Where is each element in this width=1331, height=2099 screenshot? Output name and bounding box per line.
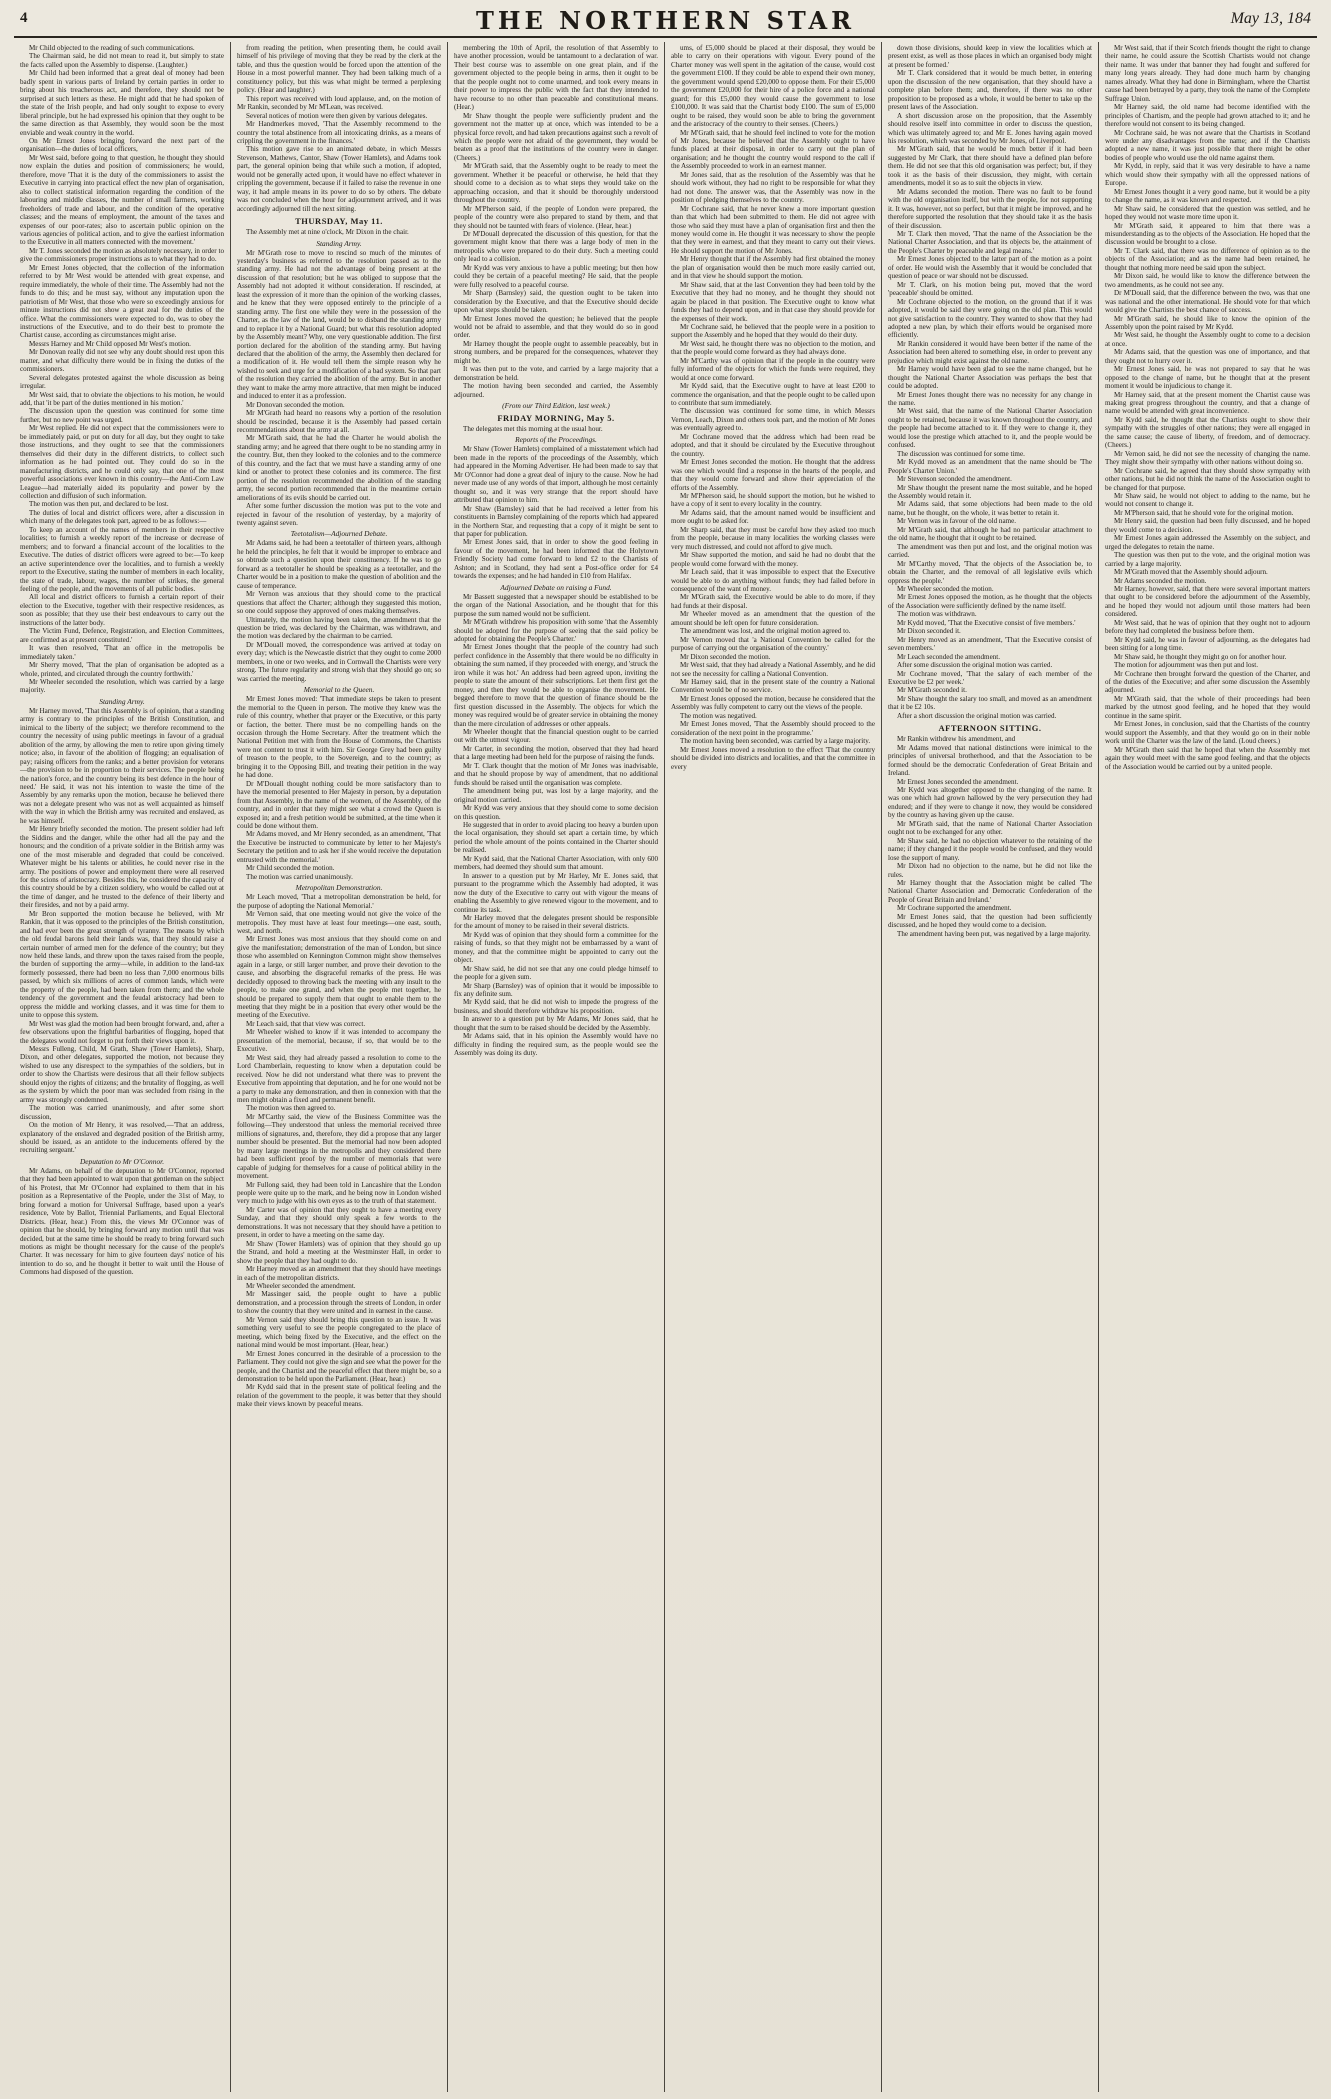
article-paragraph: Mr Cochrane moved that the address which had been read be adopted, and that it should be circulated by the Executive throughout the country. xyxy=(671,432,875,458)
article-paragraph: Mr Harney said, that in the present state of the country a National Convention would be of no service. xyxy=(671,677,875,695)
article-paragraph: The motion was withdrawn. xyxy=(897,610,977,619)
article-paragraph: Mr M'Grath moved that the Assembly should adjourn. xyxy=(1114,568,1268,577)
article-paragraph: Mr Shaw (Barnsley) said that he had received a letter from his constituents in Barnsley complaining of the reports which had appeared in the Northern Star, and requesting that a copy of it might be sent to that paper for publication. xyxy=(454,504,658,539)
article-paragraph: After some further discussion the motion was put to the vote and rejected in favour of the resolution of yesterday, by a majority of twenty against seven. xyxy=(237,502,441,528)
article-paragraph: Mr Harney said, the old name had become identified with the principles of Chartism, and the people had grown attached to it; and he therefore would not consent to its being changed. xyxy=(1105,103,1310,129)
section-heading: Metropolitan Demonstration. xyxy=(295,883,383,893)
article-paragraph: Mr Adams moved, and Mr Henry seconded, as an amendment, 'That the Executive be instructed to communicate by letter to her Majesty's Secretary the petition and to ask her if she would receive the deputation entrusted with the memorial.' xyxy=(237,830,441,864)
article-paragraph: The question was then put to the vote, and the original motion was carried by a large majority. xyxy=(1105,551,1310,568)
section-heading: AFTERNOON SITTING. xyxy=(938,723,1042,734)
article-paragraph: Mr Harney would have been glad to see the name changed, but he thought the National Charter Association was perhaps the best that could be adopted. xyxy=(888,365,1092,391)
article-paragraph: Mr Ernest Jones said, that the question had been sufficiently discussed, and he hoped they would come to a decision. xyxy=(888,912,1092,930)
article-paragraph: Mr Adams said, that the question was one of importance, and that they ought not to hurry over it. xyxy=(1105,348,1310,365)
article-paragraph: Mr Adams, on behalf of the deputation to Mr O'Connor, reported that they had been appointed to wait upon that gentleman on the subject of his Protest, that Mr O'Connor had explained to them that in his position as a Representative of the People, under the 31st of May, to bring forward a motion for Universal Suffrage, based upon a year's residence, Vote by Ballot, Triennial Parliaments, and Equal Electoral Districts. (Hear, hear.) From this, the views Mr O'Connor was of opinion that he should, by bringing forward any motion until that was decided, but at the same time he should be ready to bring forward such motions as might be thought necessary for the cause of the people's Charter. It was necessary for him to give fourteen days' notice of his intention to do so, and he thought it better to wait until the House of Commons had disposed of the question. xyxy=(20,1166,224,1277)
text-column-6 xyxy=(1099,42,1316,2092)
article-paragraph: Mr Shaw thought the present name the most suitable, and he hoped the Assembly would retain it. xyxy=(888,483,1092,501)
article-paragraph: On Mr Ernest Jones bringing forward the next part of the organisation—the duties of local officers, xyxy=(20,136,224,154)
article-paragraph: After a short discussion the original motion was carried. xyxy=(897,711,1057,720)
article-paragraph: Mr West said, that to obviate the objections to his motion, he would add, that 'it be part of the duties mentioned in his motion.' xyxy=(20,390,224,408)
article-paragraph: Mr Harney moved, 'That this Assembly is of opinion, that a standing army is contrary to the principles of the British Constitution, and inimical to the liberty of the subject; we therefore recommend to the country the necessity of using public meetings in favour of a gradual abolition of the army, by allowing the men to retire upon giving timely notice; also, in favour of the abolition of flogging; an equalisation of pay; raising officers from the ranks; and a better provision for veterans—the provision to be in proportion to their services. The people being the nation's force, and the country being its best defence in the hour of need.' He said, it was not his intention to waste the time of the Assembly by any remarks upon the motion, because he believed there was not a delegate present who was not as well acquainted as himself with the way in which the British army was recruited and enslaved, as he was himself. xyxy=(20,706,224,825)
article-paragraph: Mr M'Grath then said that he hoped that when the Assembly met again they would meet with the same good feeling, and that the objects of the Association would be carried out by a united people. xyxy=(1105,745,1310,771)
article-paragraph: Mr M'Grath said, that although he had no particular attachment to the old name, he thought that it ought to be retained. xyxy=(888,525,1092,543)
section-heading: Adjourned Debate on raising a Fund. xyxy=(500,582,612,592)
article-paragraph: On the motion of Mr Henry, it was resolved,—'That an address, explanatory of the enslaved and degraded position of the British army, should be issued, as an antidote to the inducements offered by the recruiting sergeant.' xyxy=(20,1121,224,1155)
section-heading: Deputation to Mr O'Connor. xyxy=(79,1156,165,1166)
article-paragraph: Mr Sherry moved, 'That the plan of organisation be adopted as a whole, printed, and circulated through the country forthwith.' xyxy=(20,661,224,678)
article-paragraph: The motion was carried unanimously. xyxy=(246,872,353,881)
article-paragraph: The Victim Fund, Defence, Registration, and Election Committees, are confirmed as at present constituted.' xyxy=(20,627,224,644)
article-paragraph: Mr M'Grath said, the Executive would be able to do more, if they had funds at their disposal. xyxy=(671,593,875,610)
article-columns xyxy=(14,42,1317,2092)
article-paragraph: Mr Adams seconded the motion. xyxy=(1114,576,1207,585)
article-paragraph: Mr M'Carthy was of opinion that if the people in the country were fully informed of the objects for which the funds were required, they would at once come forward. xyxy=(671,356,875,382)
article-paragraph: Mr T. Clark considered that it would be much better, in entering upon the discussion of the new organisation, that they should have a complete plan before them; and, therefore, if there was no other proposition to be proposed as a whole, it would be better to take up the present laws of the Association. xyxy=(888,69,1092,112)
article-paragraph: It was then put to the vote, and carried by a large majority that a demonstration be held. xyxy=(454,365,658,382)
article-paragraph: Mr Shaw (Tower Hamlets) complained of a misstatement which had been made in the reports of the proceedings of the Assembly, which had appeared in the Morning Advertiser. He had been made to say that Mr O'Connor had done a great deal of injury to the cause. Now he had never made use of any words of that import, although he most certainly thought so, and it was very strange that the report should have attributed that opinion to him. xyxy=(454,445,658,505)
article-paragraph: The amendment was lost, and the original motion agreed to. xyxy=(680,627,851,636)
article-paragraph: Mr Massinger said, the people ought to have a public demonstration, and a procession through the streets of London, in order to show the country that they were united and in earnest in the cause. xyxy=(237,1290,441,1316)
article-paragraph: Mr Kydd moved as an amendment that the name should be 'The People's Charter Union.' xyxy=(888,458,1092,475)
section-heading: Standing Army. xyxy=(316,238,362,248)
section-heading: Reports of the Proceedings. xyxy=(515,435,597,445)
article-paragraph: Mr Jones said, that as the resolution of the Assembly was that he should work without, they had no right to be responsible for what they had not done. The answer was, that the Assembly was now in the position of pledging themselves to the country. xyxy=(671,170,875,205)
article-paragraph: Dr M'Douall said, that the difference between the two, was that one was national and the other international. He should vote for that which would give the Chartists the best chance of success. xyxy=(1105,289,1310,315)
article-paragraph: Mr Harley moved that the delegates present should be responsible for the amount of money to be raised in their several districts. xyxy=(454,913,658,931)
article-paragraph: Mr M'Grath said, that the whole of their proceedings had been marked by the utmost good feeling, and he hoped that they would continue in the same spirit. xyxy=(1105,694,1310,720)
article-paragraph: The motion having been seconded and carried, the Assembly adjourned. xyxy=(454,382,658,399)
article-paragraph: Mr Wheeler thought that the financial question ought to be carried out with the utmost vigour. xyxy=(454,727,658,745)
article-paragraph: Mr Cochrane moved, 'That the salary of each member of the Executive be £2 per week.' xyxy=(888,669,1092,686)
article-paragraph: Mr Kydd said, that the National Charter Association, with only 600 members, had deemed they should sum that amount. xyxy=(454,854,658,872)
article-paragraph: Mr Rankin considered it would have been better if the name of the Association had been altered to something else, in order to prevent any prejudice which might exist against the old name. xyxy=(888,339,1092,365)
text-column-4 xyxy=(665,42,882,2092)
article-paragraph: The delegates met this morning at the usual hour. xyxy=(463,425,603,434)
article-paragraph: Mr West said, that if their Scotch friends thought the right to change their name, he could assure the Scottish Chartists would not change their name. It was under that banner they had fought and suffered for many long years already. They had done much harm by changing names already. What they had done in Birmingham, where the Chartist cause had been betrayed by a party, they took the name of the Complete Suffrage Union. xyxy=(1105,44,1310,103)
article-paragraph: Mr Carter was of opinion that they ought to have a meeting every Sunday, and that they should only speak a few words to the demonstrations. It was not necessary that they should have a petition to present, in order to have a meeting on the same day. xyxy=(237,1205,441,1240)
article-paragraph: Mr West said, he thought there was no objection to the motion, and that the people would come forward as they had always done. xyxy=(671,339,875,357)
article-paragraph: Mr M'Grath seconded it. xyxy=(897,686,967,695)
article-paragraph: membering the 10th of April, the resolution of that Assembly to have another procession, would be tantamount to a declaration of war. Their best course was to assemble on one great plain, and if the government objected to the people being in arms, then it ought to be that the people ought not to come unarmed, and took every means in their power to impress the public with the fact that they intended to have recourse to no other than peaceable and constitutional means. (Hear.) xyxy=(454,44,658,112)
article-paragraph: Mr Kydd said, that he did not wish to impede the progress of the business, and should therefore withdraw his proposition. xyxy=(454,998,658,1015)
article-paragraph: Mr M'Grath said, he should like to know the opinion of the Assembly upon the point raised by Mr Kydd. xyxy=(1105,314,1310,331)
section-heading: (From our Third Edition, last week.) xyxy=(502,401,610,411)
article-paragraph: Mr Child had been informed that a great deal of money had been badly spent in various parts of Ireland by certain parties in order to bring about his treacherous act, and therefore, they should not be surprised at such letters as these. He might add that he had spoken of the state of the Irish people, and had only sought to expose to every liberal principle, but he had expressed his opinion that they ought to be the same direction as that Assembly, they would soon be the most enviable and weak country in the world. xyxy=(20,69,224,137)
article-paragraph: Mr Ernest Jones opposed the motion, as he thought that the objects of the Association were sufficiently defined by the name itself. xyxy=(888,593,1092,610)
article-paragraph: Mr Dixon seconded the motion. xyxy=(680,652,771,661)
article-paragraph: The amendment was then put and lost, and the original motion was carried. xyxy=(888,542,1092,560)
article-paragraph: A short discussion arose on the proposition, that the Assembly should resolve itself into committee in order to discuss the question, which was ultimately agreed to; and Mr E. Jones having again moved his resolution, which was seconded by Mr Jones, of Liverpool. xyxy=(888,111,1092,145)
article-paragraph: Mr West said, they had already passed a resolution to come to the Lord Chamberlain, requesting to know when a deputation could be received. Now he did not understand what there was to prevent the Executive from appointing that deputation, and he for one would not be a party to make any demonstration, and then in connexion with that the men might obtain a fixed and permanent benefit. xyxy=(237,1053,441,1105)
article-paragraph: Mr M'Grath said, that he would be much better if it had been suggested by Mr Clark, that there should have a defined plan before them. He did not see that this old organisation was perfect; but, if they took it as the basis of their discussion, they might, with certain amendments, model it so as to suit the objects in view. xyxy=(888,145,1092,188)
article-paragraph: Mr Ernest Jones moved the question; he believed that the people would not be afraid to assemble, and that they would do so in good order. xyxy=(454,314,658,340)
article-paragraph: Dr M'Douall moved, the correspondence was arrived at today on every day; which is the Newcastle district that they ought to come 2000 members, in one or two weeks, and in Cornwall the Chartists were very strong. The future regularity and strong wish that they should go on; so was carried the meeting. xyxy=(237,640,441,683)
article-paragraph: Mr Harney said, that at the present moment the Chartist cause was making great progress throughout the country, and that a change of name would be attended with great inconvenience. xyxy=(1105,390,1310,416)
article-paragraph: Mr West said, that he was of opinion that they ought not to adjourn before they had completed the business before them. xyxy=(1105,618,1310,636)
article-paragraph: Mr Vernon moved that 'a National Convention be called for the purpose of carrying out the organisation of the country.' xyxy=(671,635,875,653)
article-paragraph: Mr Shaw thought the people were sufficiently prudent and the government not the matter up at once, which was intended to be a physical force revolt, and had taken precautions against such a revolt of which the people were not afraid of the government, they would be beaten as a proof that the institutions of the country were in danger. (Cheers.) xyxy=(454,111,658,162)
section-heading: Memorial to the Queen. xyxy=(303,685,375,695)
page-number: 4 xyxy=(20,10,28,26)
article-paragraph: Mr Rankin withdrew his amendment, and xyxy=(897,735,1016,744)
article-paragraph: Messrs Fulleng, Child, M Grath, Shaw (Tower Hamlets), Sharp, Dixon, and other delegates, supported the motion, not because they wished to use any disrespect to the sympathies of the soldiers, but in order to show the Chartists were desirous that all their fellow subjects should enjoy the rights of citizens; and the brutality of flogging, as well as the system by which the poor man was secluded from rising in the army was strongly condemned. xyxy=(20,1045,224,1104)
article-paragraph: This report was received with loud applause, and, on the motion of Mr Rankin, seconded by Mr M'Lean, was received. xyxy=(237,94,441,112)
article-paragraph: Mr Vernon said, he did not see the necessity of changing the name. They might show their sympathy with other nations without doing so. xyxy=(1105,449,1310,467)
article-paragraph: Mr Wheeler seconded the resolution, which was carried by a large majority. xyxy=(20,677,224,695)
article-paragraph: Mr Child objected to the reading of such communications. xyxy=(29,44,195,52)
article-paragraph: Mr Kydd said, he thought that the Chartists ought to show their sympathy with the struggles of other nations; they were all engaged in the same cause; the cause of liberty, of freedom, and of democracy. (Cheers.) xyxy=(1105,415,1310,450)
article-paragraph: Mr Ernest Jones concurred in the desirable of a procession to the Parliament. They could not give the sign and see what the power for the people, and the Chartist and the peaceful effect that there might be, so a demonstration to be held upon the Parliament. (Hear, hear.) xyxy=(237,1349,441,1383)
article-paragraph: Mr West was glad the motion had been brought forward, and, after a few observations upon the frightful barbarities of flogging, hoped that the delegates would not forget to put forth their views upon it. xyxy=(20,1019,224,1045)
article-paragraph: Mr Adams said, he had been a teetotaller of thirteen years, although he held the principles, he felt that it would be improper to embrace and so obtrude such a question upon their constituency. If he was to go forward as a teetotaller he should be speaking as a teetotaller, and the Charter would be in a position to make the question of abolition and the cause of temperance. xyxy=(237,539,441,590)
article-paragraph: Mr Kydd said, that the Executive ought to have at least £200 to commence the organisation, and that the people ought to be called upon to contribute that sum immediately. xyxy=(671,382,875,408)
article-paragraph: Mr Ernest Jones, in conclusion, said that the Chartists of the country would support the Assembly, and that they would go on in their noble work until the Charter was the law of the land. (Loud cheers.) xyxy=(1105,720,1310,746)
article-paragraph: Mr Ernest Jones moved a resolution to the effect 'That the country should be divided into districts and localities, and that the committee in every xyxy=(671,745,875,771)
article-paragraph: Mr Harney moved as an amendment that they should have meetings in each of the metropolitan districts. xyxy=(237,1265,441,1282)
text-column-2 xyxy=(231,42,448,2092)
article-paragraph: The duties of local and district officers were, after a discussion in which many of the delegates took part, agreed to be as follows:— xyxy=(20,508,224,526)
article-paragraph: All local and district officers to furnish a certain report of their election to the Executive, together with their respective residences, as soon as possible; that they use their best endeavours to carry out the instructions of the latter body. xyxy=(20,593,224,627)
article-paragraph: Mr Adams said, that the amount named would be insufficient and more ought to be asked for. xyxy=(671,508,875,526)
article-paragraph: Mr Ernest Jones seconded the motion. He thought that the address was one which would find a response in the hearts of the people, and that they would come forward and show their appreciation of the efforts of the Assembly. xyxy=(671,458,875,492)
article-paragraph: Mr Shaw said, he would not object to adding to the name, but he would not consent to change it. xyxy=(1105,492,1310,509)
article-paragraph: The motion having been seconded, was carried by a large majority. xyxy=(680,737,871,746)
article-paragraph: Mr Kydd said that in the present state of political feeling and the relation of the government to the people, it was better that they should make their views known by peaceful means. xyxy=(237,1383,441,1409)
article-paragraph: Mr Kydd, in reply, said that it was very desirable to have a name which would show their sympathy with all the oppressed nations of Europe. xyxy=(1105,162,1310,188)
article-paragraph: Mr M'Pherson said, that he should vote for the original motion. xyxy=(1114,508,1294,517)
article-paragraph: To keep an account of the names of members in their respective localities; to furnish a weekly report of the increase or decrease of members; and to forward a financial account of the localities to the Executive. The duties of district officers were agreed to be:—To keep an active superintendence over the localities, and to furnish a weekly report to the Executive, stating the number of members in each locality, the state of trade, labour, wages, the number of strikes, the general feeling of the people, and the movements of all public bodies. xyxy=(20,525,224,593)
article-paragraph: Mr Ernest Jones said, that in order to show the good feeling in favour of the movement, he had been informed that the Holytown Friendly Society had come forward to lend £2 to the Chartists of Ashton; and in Scotland, they had sent a Post-office order for £4 towards the expenses; and he had handed in £10 from Halifax. xyxy=(454,538,658,581)
article-paragraph: Mr T. Clark then moved, 'That the name of the Association be the National Charter Association, and that its objects be, the attainment of the People's Charter by peaceable and legal means.' xyxy=(888,229,1092,255)
article-paragraph: Mr M'Grath rose to move to rescind so much of the minutes of yesterday's business as referred to the resolution passed as to the standing army. He had not the advantage of being present at the discussion of that resolution; but he was obliged to suppose that the Assembly had not adopted it without consideration. If rescinded, at least the expression of it more than the opinion of the working classes, and he knew that they were opposed entirely to the principle of a standing army. The first one while they were in the possession of the Charter, as the law of the land, would be to disband the standing army and to replace it by a National Guard; but what this resolution adopted by the Assembly meant? Why, one very questionable addition. The first portion declared for the abolition of the standing army. But having declared that the abolition of the army, the Assembly then declared for a modification of it. He would tell them the simple reason why he wished to seek and urge for a modification of a bad system. So that part of the resolution they carried the abolition of the army. But in another they want to make the army more attractive, that men might be induced and induced to enter it as a profession. xyxy=(237,248,441,401)
article-paragraph: Mr M'Carthy moved, 'That the objects of the Association be, to obtain the Charter, and the removal of all legislative evils which oppress the people.' xyxy=(888,559,1092,585)
article-paragraph: Mr Ernest Jones moved: 'That immediate steps be taken to present the memorial to the Queen in person. The motive they knew was the rule of this country, whether that prayer or the Executive, or this party or faction, the better. There must be no compelling hands on the occasion through the Home Secretary. After the treatment which the National Petition met with from the House of Commons, the Chartists were not content to trust it with him. Sir George Grey had been guilty of treason to the people, to the Sovereign, and to the country; as bringing it to the Opposing Bill, and treating their petition in the way he had done. xyxy=(237,695,441,780)
article-paragraph: Mr Bassett suggested that a newspaper should be established to be the organ of the National Association, and he thought that for this purpose the sum named would not be sufficient. xyxy=(454,592,658,618)
article-paragraph: Mr Vernon said they should bring this question to an issue. It was something very useful to see the people congregated to the place of meeting, which being fixed by the Executive, and the effect on the national mind would be most important. (Hear, hear.) xyxy=(237,1315,441,1350)
article-paragraph: Mr Sharp (Barnsley) said, the question ought to be taken into consideration by the Executive, and that the Executive should decide upon what steps should be taken. xyxy=(454,289,658,315)
article-paragraph: Mr Cochrane objected to the motion, on the ground that if it was adopted, it would be said they were going on the old plan. This would not give satisfaction to the country. They wanted to show that they had adopted a new plan, by which their efforts would be organised more efficiently. xyxy=(888,297,1092,340)
article-paragraph: Mr Vernon was anxious that they should come to the practical questions that affect the Charter; although they suggested this motion, so one could suppose they approved of ones making themselves. xyxy=(237,590,441,616)
article-paragraph: Mr Cochrane said, he was not aware that the Chartists in Scotland were under any disadvantages from the name; and if the Chartists adopted a new name, it was just possible that there might be other bodies of people who would use the old name against them. xyxy=(1105,128,1310,162)
article-paragraph: Mr Harney thought the people ought to assemble peaceably, but in strong numbers, and be prepared for the consequences, whatever they might be. xyxy=(454,339,658,365)
article-paragraph: Mr M'Carthy said, the view of the Business Committee was the following—They understood that unless the memorial received three millions of signatures, and, therefore, they did a propose that any larger number should be presented. But the memorial had now been adopted by many large meetings in the metropolis and they considered there had been sufficient proof by the number of memorials that were capable of judging for themselves for a cause of political ability in the movement. xyxy=(237,1112,441,1181)
section-heading: FRIDAY MORNING, May 5. xyxy=(497,413,615,424)
article-paragraph: Mr M'Grath said, that he had the Charter he would abolish the standing army; and he agreed that there ought to be no standing army in the country. But, then they looked to the colonies and to the commerce of this country, and the fact that we must have a standing army of one kind or another to protect these colonies and its commerce. The first portion of the resolution recommended the abolition of the standing army, the second portion recommended that in the meantime certain ameliorations of its evils should be carried out. xyxy=(237,434,441,502)
article-paragraph: The motion was carried unanimously, and after some short discussion, xyxy=(20,1104,224,1121)
article-paragraph: Mr West said, he thought the Assembly ought to come to a decision at once. xyxy=(1105,331,1310,348)
masthead xyxy=(14,6,1317,38)
article-paragraph: Mr Ernest Jones objected, that the collection of the information referred to by Mr West would be attended with great expense, and require immediately, the whole of their time. The Assembly had not the funds to do this; and he must say, without any imputation upon the patriotism of Mr West, that those who were so exceedingly anxious for minute instructions did not show a great zeal for the duties of the office. What the commissioners were expected to do, was to obey the instructions of the Executive, and to do their best to promote the Chartist cause, according as circumstances might arise. xyxy=(20,263,224,340)
article-paragraph: Mr Shaw said, that at the last Convention they had been told by the Executive that they had no money, and he thought they should not again be placed in that position. The Executive ought to know what funds they had to depend upon, and in that case they should provide for the expenses of their work. xyxy=(671,280,875,323)
article-paragraph: from reading the petition, when presenting them, he could avail himself of his privilege of moving that they be read by the clerk at the table, and thus the question would be forced upon the attention of the House in a most powerful manner. They had been talking much of a constituency policy, but this was what might be termed a perplexing policy. (Hear and laughter.) xyxy=(237,44,441,95)
article-paragraph: Mr Ernest Jones again addressed the Assembly on the subject, and urged the delegates to retain the name. xyxy=(1105,534,1310,551)
article-paragraph: Mr Wheeler seconded the motion. xyxy=(897,585,994,593)
article-paragraph: Mr Leach moved, 'That a metropolitan demonstration be held, for the purpose of adopting the National Memorial.' xyxy=(237,893,441,910)
article-paragraph: Mr Dixon said, he would like to know the difference between the two amendments, as he could not see any. xyxy=(1105,272,1310,289)
article-paragraph: Mr Leach said, that that view was correct. xyxy=(246,1019,366,1028)
article-paragraph: Mr West said, that they had already a National Assembly, and he did not see the necessity for calling a National Convention. xyxy=(671,661,875,678)
article-paragraph: Mr Fullong said, they had been told in Lancashire that the London people were quite up to the mark, and he being now in London wished very much to judge with his own eyes as to the truth of that statement. xyxy=(237,1180,441,1206)
article-paragraph: Dr M'Douall deprecated the discussion of this question, for that the government might know that there was a large body of men in the metropolis who were prepared to do their duty. Such a meeting could only lead to a collision. xyxy=(454,229,658,264)
article-paragraph: Mr Shaw supported the motion, and said he had no doubt that the people would come forward with the money. xyxy=(671,551,875,568)
article-paragraph: Mr Shaw said, he did not see that any one could pledge himself to the people for a given sum. xyxy=(454,964,658,982)
text-column-1 xyxy=(14,42,231,2092)
article-paragraph: In answer to a question put by Mr Adams, Mr Jones said, that he thought that the sum to be raised should be decided by the Assembly. xyxy=(454,1015,658,1032)
article-paragraph: Mr Carter, in seconding the motion, observed that they had heard that a large meeting had been held for the purpose of raising the funds. xyxy=(454,744,658,762)
article-paragraph: Mr Wheeler wished to know if it was intended to accompany the presentation of the memorial, because, if so, that would be to the Executive. xyxy=(237,1028,441,1054)
newspaper-title: THE NORTHERN STAR xyxy=(475,6,856,35)
article-paragraph: Mr M'Grath withdrew his proposition with some 'that the Assembly should be adopted for the purpose of seeing that the said policy be adopted for obtaining the People's Charter.' xyxy=(454,618,658,643)
section-heading: Teetotalism—Adjourned Debate. xyxy=(290,529,388,539)
article-paragraph: The amendment being put, was lost by a large majority, and the original motion carried. xyxy=(454,787,658,804)
article-paragraph: Mr M'Grath said, it appeared to him that there was a misunderstanding as to the objects of the Association. He hoped that the discussion would be brought to a close. xyxy=(1105,221,1310,247)
article-paragraph: Mr West replied. He did not expect that the commissioners were to be immediately paid, or put on duty for all day, but they ought to take those instructions, and they ought to see that the commissioners themselves did their duty in the different districts, to collect such information as he had pointed out. They could do so in the manufacturing districts, and he could only say, that one of the most powerful associations ever known in this country—the Anti-Corn Law League—had materially aided its popularity and power by the collection and diffusion of such information. xyxy=(20,424,224,501)
article-paragraph: Mr Kydd was altogether opposed to the changing of the name. It was one which had grown hallowed by the very persecution they had endured; and if they were to change it now, they would be considered by the country as having given up the cause. xyxy=(888,785,1092,820)
article-paragraph: The motion was then put, and declared to be lost. xyxy=(29,500,169,509)
article-paragraph: Mr Leach seconded the amendment. xyxy=(897,652,1001,661)
article-paragraph: Mr Henry said, the question had been fully discussed, and he hoped they would come to a decision. xyxy=(1105,517,1310,534)
article-paragraph: Mr M'Grath had heard no reasons why a portion of the resolution should be rescinded, because it is the Assembly had passed certain recommendations about the army at all. xyxy=(237,409,441,435)
article-paragraph: Mr Kydd was very anxious to have a public meeting; but then how could they be certain of a peaceful meeting? He said, that the people were fully resolved to a peaceful course. xyxy=(454,263,658,289)
article-paragraph: Mr Vernon was in favour of the old name. xyxy=(897,517,1017,526)
article-paragraph: Mr Ernest Jones thought it a very good name, but it would be a pity to change the name, as it was known and respected. xyxy=(1105,187,1310,205)
article-paragraph: Mr Leach said, that it was impossible to expect that the Executive would be able to do anything without funds; they had failed before in consequence of the want of money. xyxy=(671,568,875,593)
article-paragraph: Mr Ernest Jones moved, 'That the Assembly should proceed to the consideration of the next point in the programme.' xyxy=(671,720,875,737)
article-paragraph: Mr Adams said, that in his opinion the Assembly would have no difficulty in finding the required sum, as the people would see the Assembly was doing its duty. xyxy=(454,1032,658,1058)
article-paragraph: Mr Ernest Jones objected to the latter part of the motion as a point of order. He would wish the Assembly that it would be concluded that question of peace or war should not be discussed. xyxy=(888,255,1092,281)
article-paragraph: Mr Sharp (Barnsley) was of opinion that it would be impossible to fix any definite sum. xyxy=(454,981,658,999)
article-paragraph: Mr Shaw thought the salary too small, and moved as an amendment that it be £2 10s. xyxy=(888,694,1092,712)
article-paragraph: Mr M'Grath said, that he should feel inclined to vote for the motion of Mr Jones, because he believed that the Assembly ought to have funds placed at their disposal, in order to carry out the plan of organisation; and he thought the country would respond to the call if the Assembly proceeded to work in an earnest manner. xyxy=(671,128,875,171)
article-paragraph: Mr Adams said, that some objections had been made to the old name, but he thought, on the whole, it was better to retain it. xyxy=(888,500,1092,517)
article-paragraph: Several notices of motion were then given by various delegates. xyxy=(246,111,428,120)
article-paragraph: Mr Henry briefly seconded the motion. The present soldier had left the Siddins and the danger, while the other had all the pay and the honours; and the condition of a private soldier in the British army was one of the most miserable and degraded that could be conceived. Whatever might be his talents or abilities, he could never rise in the army. The positions of power and employment there were all reserved for the scions of aristocracy. Besides this, he considered the capacity of this country should be by a citizen soldiery, who would be called out at the time of danger, and he trusted to the defence of their liberty and their firesides, and not by a paid army. xyxy=(20,825,224,910)
article-paragraph: Mr Adams moved that national distinctions were inimical to the principles of universal brotherhood, and that the Association to be formed should be the democratic Confederation of Great Britain and Ireland. xyxy=(888,743,1092,778)
article-paragraph: The amendment having been put, was negatived by a large majority. xyxy=(897,929,1091,938)
article-paragraph: Mr Cochrane said, he agreed that they should show sympathy with other nations, but he did not think the name of the Association ought to be changed for that purpose. xyxy=(1105,466,1310,492)
text-column-3 xyxy=(448,42,665,2092)
article-paragraph: Mr T. Clark said, that there was no difference of opinion as to the objects of the Association; and as the name had been retained, he thought that nothing more need be said upon the subject. xyxy=(1105,246,1310,272)
article-paragraph: Mr Ernest Jones seconded the amendment. xyxy=(897,777,1019,786)
article-paragraph: Mr Donovan really did not see why any doubt should rest upon this matter, and what difficulty there would be in fixing the duties of the commissioners. xyxy=(20,348,224,374)
article-paragraph: The discussion was continued for some time. xyxy=(897,449,1025,458)
article-paragraph: Mr Adams seconded the motion. There was no fault to be found with the old organisation itself, but with the people, for not supporting it. It was, however, not so perfect, but that it might be improved, and he therefore supported the resolution that they should take it as the basis of their discussion. xyxy=(888,187,1092,230)
article-paragraph: Mr Kydd was very anxious that they should come to some decision on this question. xyxy=(454,804,658,821)
article-paragraph: The Chairman said, he did not mean to read it, but simply to state the facts called upon the Assembly to dispense. (Laughter.) xyxy=(20,52,224,69)
article-paragraph: Mr M'Pherson said, if the people of London were prepared, the people of the country were also prepared to stand by them, and that they should not be taunted with fears of violence. (Hear, hear.) xyxy=(454,204,658,230)
article-paragraph: Mr Henry moved as an amendment, 'That the Executive consist of seven members.' xyxy=(888,635,1092,653)
article-paragraph: Mr Ernest Jones was most anxious that they should come on and give the manifestation; demonstration of the man of London, but since those who assembled on Kennington Common might show themselves again in a large, or still larger number, and prove their devotion to the cause, and absorbing the disgraceful remarks of the press. He was decidedly opposed to throwing back the meeting with any insult to the people, to make one grand, and when the people met together, he should be prepared to supply them that ought to enable them to the meeting that they might be in a position that every other would be the meeting of the Executive. xyxy=(237,935,441,1020)
article-paragraph: Mr Bron supported the motion because he believed, with Mr Rankin, that it was opposed to the principles of the British constitution, and had ever been the great strength of tyranny. The means by which the old feudal barons held their lands was, that they should raise a certain number of armed men for the defence of the country; but they now held these lands, and threw upon the taxes raised from the people, the burden of supporting the army—while, in addition to the land-tax formerly possessed, there had been no less than 7,000 enormous bills passed, by which six millions of acres of common lands, which were the property of the people, had been taken from them; and the whole tendency of the government and the feudal aristocracy had been to oppress the middle and working classes, and it was time for them to unite to oppose this system. xyxy=(20,909,224,1020)
article-paragraph: It was then resolved, 'That an office in the metropolis be immediately taken.' xyxy=(20,644,224,661)
article-paragraph: Mr Cochrane said, he believed that the people were in a position to support the Assembly and he hoped that they would do their duty. xyxy=(671,322,875,340)
article-paragraph: Mr Dixon seconded it. xyxy=(897,627,961,636)
article-paragraph: The Assembly met at nine o'clock, Mr Dixon in the chair. xyxy=(246,228,409,237)
article-paragraph: He suggested that in order to avoid placing too heavy a burden upon the local organisation, they should set apart a certain time, by which period the whole amount of the points contained in the Charter should be realised. xyxy=(454,820,658,855)
article-paragraph: Mr Shaw said, he had no objection whatever to the retaining of the name; if they changed it the people would be confused, and they would lose the support of many. xyxy=(888,836,1092,862)
article-paragraph: The motion was then agreed to. xyxy=(246,1104,336,1113)
article-paragraph: Mr Shaw (Tower Hamlets) was of opinion that they should go up the Strand, and hold a meeting at the Westminster Hall, in order to show the people that they had ought to do. xyxy=(237,1239,441,1265)
text-column-5 xyxy=(882,42,1099,2092)
article-paragraph: Mr West said, that the name of the National Charter Association ought to be retained, because it was known throughout the country, and the people had become attached to it. If they were to change it, they would lose the prestige which attached to it, and the people would be confused. xyxy=(888,407,1092,450)
article-paragraph: Mr T. Clark thought that the motion of Mr Jones was inadvisable, and that he should propose by way of amendment, that no additional funds should be raised until the organisation was complete. xyxy=(454,761,658,787)
article-paragraph: Mr Ernest Jones thought that the people of the country had such perfect confidence in the Assembly that there would be no difficulty in obtaining the sum named, if they proceeded with energy, and 'struck the iron while it was hot.' An address had been agreed upon, inviting the people to state the amount of their subscriptions. Let them first get the money, and then they would be able to organise the movement. He begged therefore to move that the question of finance should be the first question discussed in the Assembly. The objects for which the money was required would be of greater service in obtaining the money than the mere circulation of addresses or other appeals. xyxy=(454,643,658,728)
article-paragraph: Mr T. Jones seconded the motion as absolutely necessary, in order to give the commissioners proper instructions as to what they had to do. xyxy=(20,246,224,264)
article-paragraph: Mr West said, before going to that question, he thought they should now explain the duties and position of commissioners; he would, therefore, move 'That it is the duty of the commissioners to assist the Executive in carrying into practical effect the new plan of organisation, also to collect statistical information regarding the condition of the labouring and middle classes, the number of small farmers, working freeholders of trade and labour, and the condition of the operative classes; and the means of employment, the amount of the taxes and expenses of our poor-rates; also to ascertain public opinion on the various agencies of political action, and to give the earliest information to the Executive in all matters connected with the movement.' xyxy=(20,153,224,247)
article-paragraph: The discussion was continued for some time, in which Messrs Vernon, Leach, Dixon and others took part, and the motion of Mr Jones was eventually agreed to. xyxy=(671,407,875,433)
article-paragraph: Mr Harney thought that the Association might be called 'The National Charter Association and Democratic Confederation of the People of Great Britain and Ireland.' xyxy=(888,878,1092,904)
article-paragraph: Mr Handmerkes moved, 'That the Assembly recommend to the country the total abstinence from all intoxicating drinks, as a means of crippling the government in the finances.' xyxy=(237,120,441,145)
article-paragraph: Mr Harney, however, said, that there were several important matters that ought to be considered before the adjournment of the Assembly, and he hoped they would not adjourn until those matters had been considered. xyxy=(1105,585,1310,619)
issue-date: May 13, 184 xyxy=(1230,10,1311,27)
article-paragraph: Mr Donovan seconded the motion. xyxy=(246,400,345,409)
article-paragraph: Messrs Harney and Mr Child opposed Mr West's motion. xyxy=(29,339,191,348)
article-paragraph: Mr Kydd was of opinion that they should form a committee for the raising of funds, so that they might not be embarrassed by a want of money, and that the committee might be appointed to carry out the object. xyxy=(454,930,658,965)
article-paragraph: Mr Kydd moved, 'That the Executive consist of five members.' xyxy=(897,618,1076,627)
article-paragraph: Mr Cochrane supported the amendment. xyxy=(897,904,1012,913)
article-paragraph: This motion gave rise to an animated debate, in which Messrs Stevenson, Mathews, Cantor, Shaw (Tower Hamlets), and Adams took part, the general opinion being that while such a motion, if adopted, would not be generally acted upon, it would have no effect whatever in crippling the government, because if it failed to raise the revenue in one way, it had ample means in its power to do so by others. The debate was not concluded when the hour for adjournment arrived, and it was accordingly adjourned till the next sitting. xyxy=(237,145,441,213)
article-paragraph: After some discussion the original motion was carried. xyxy=(897,661,1053,670)
article-paragraph: Mr Ernest Jones thought there was no necessity for any change in the name. xyxy=(888,390,1092,408)
article-paragraph: Several delegates protested against the whole discussion as being irregular. xyxy=(20,373,224,391)
article-paragraph: Mr Stevenson seconded the amendment. xyxy=(897,475,1012,484)
article-paragraph: Mr Ernest Jones said, he was not prepared to say that he was opposed to the change of name, but he thought that at the present moment it would be injudicious to change it. xyxy=(1105,365,1310,391)
article-paragraph: Mr Sharp said, that they must be careful how they asked too much from the people, because in many localities the working classes were very much distressed, and could not afford to give much. xyxy=(671,525,875,551)
article-paragraph: Mr Dixon had no objection to the name, but he did not like the rules. xyxy=(888,862,1092,879)
section-heading: Standing Army. xyxy=(99,696,145,706)
article-paragraph: Mr Cochrane said, that he never knew a more important question than that which had been submitted to them. He did not agree with those who said they must have a plan of organisation first and then the money would come in. He thought it was necessary to show the people that they were in earnest, and that they meant to carry out their views. He should support the motion of Mr Jones. xyxy=(671,204,875,255)
article-paragraph: Mr Wheeler seconded the amendment. xyxy=(246,1281,356,1290)
article-paragraph: down those divisions, should keep in view the localities which at present exist, as well as those places in which an organised body might at present be formed.' xyxy=(888,44,1092,69)
article-paragraph: In answer to a question put by Mr Harley, Mr E. Jones said, that pursuant to the programme which the Assembly had adopted, it was now the duty of the Executive to carry out with vigour the means of enabling the Assembly to give renewed vigour to the movement, and to continue its task. xyxy=(454,871,658,914)
section-heading: THURSDAY, May 11. xyxy=(295,216,383,227)
article-paragraph: The motion was negatived. xyxy=(680,711,757,720)
article-paragraph: Mr Cochrane then brought forward the question of the Charter, and of the duties of the Executive; and after some discussion the Assembly adjourned. xyxy=(1105,669,1310,695)
article-paragraph: The discussion upon the question was continued for some time further, but no new point was urged. xyxy=(20,407,224,424)
article-paragraph: Mr T. Clark, on his motion being put, moved that the word 'peaceable' should be omitted. xyxy=(888,280,1092,298)
article-paragraph: Ultimately, the motion having been taken, the amendment that the question be tried, was declared by the Chairman, was withdrawn, and the motion was declared by the chairman to be carried. xyxy=(237,615,441,641)
article-paragraph: Dr M'Douall thought nothing could be more satisfactory than to have the memorial presented to Her Majesty in person, by a deputation from that Assembly, in the name of the women, of the Assembly, of the country, and in order that they might see what a crowd the Queen is exposed in; and a fresh petition would be submitted, at the time when it could be done without them. xyxy=(237,779,441,830)
article-paragraph: ums, of £5,000 should be placed at their disposal, they would be able to carry on their operations with vigour. Every pound of the Charter money was well spent in the agitation of the cause, would cost the government £100. If they could be able to expend their own money, the government would spend £20,000 to oppose them. For their £5,000 the government £20,000 for their hire of a police force and a national guard; for this £5,000 they would cause the government to lose £100,000. It was said that the Chartist body £100. The sum of £5,000 ought to be raised, they would soon be able to bring the government and the aristocracy of the country to their senses. (Cheers.) xyxy=(671,44,875,129)
article-paragraph: The motion for adjournment was then put and lost. xyxy=(1114,661,1259,670)
article-paragraph: Mr Shaw said, he considered that the question was settled, and he hoped they would not waste more time upon it. xyxy=(1105,204,1310,222)
article-paragraph: Mr Vernon said, that one meeting would not give the voice of the metropolis. They must have at least four meetings—one east, south, west, and north. xyxy=(237,910,441,935)
article-paragraph: Mr Wheeler moved as an amendment that the question of the amount should be left open for future consideration. xyxy=(671,610,875,627)
article-paragraph: Mr Ernest Jones opposed the motion, because he considered that the Assembly was fully competent to carry out the views of the people. xyxy=(671,694,875,712)
article-paragraph: Mr M'Grath said, that the Assembly ought to be ready to meet the government. Whether it be peaceful or otherwise, he held that they should come to a decision as to what steps they would take on the approaching occasion, and that it should be thoroughly understood throughout the country. xyxy=(454,162,658,205)
article-paragraph: Mr Shaw said, he thought they might go on for another hour. xyxy=(1114,652,1287,661)
article-paragraph: Mr M'Pherson said, he should support the motion, but he wished to have a copy of it sent to every locality in the country. xyxy=(671,492,875,509)
article-paragraph: Mr Kydd said, he was in favour of adjourning, as the delegates had been sitting for a long time. xyxy=(1105,635,1310,653)
article-paragraph: Mr Child seconded the motion. xyxy=(246,864,335,873)
article-paragraph: Mr M'Grath said, that the name of National Charter Association ought not to be exchanged for any other. xyxy=(888,819,1092,837)
article-paragraph: Mr Henry thought that if the Assembly had first obtained the money the plan of organisation would then be much more easily carried out, and in that view he should support the motion. xyxy=(671,255,875,281)
